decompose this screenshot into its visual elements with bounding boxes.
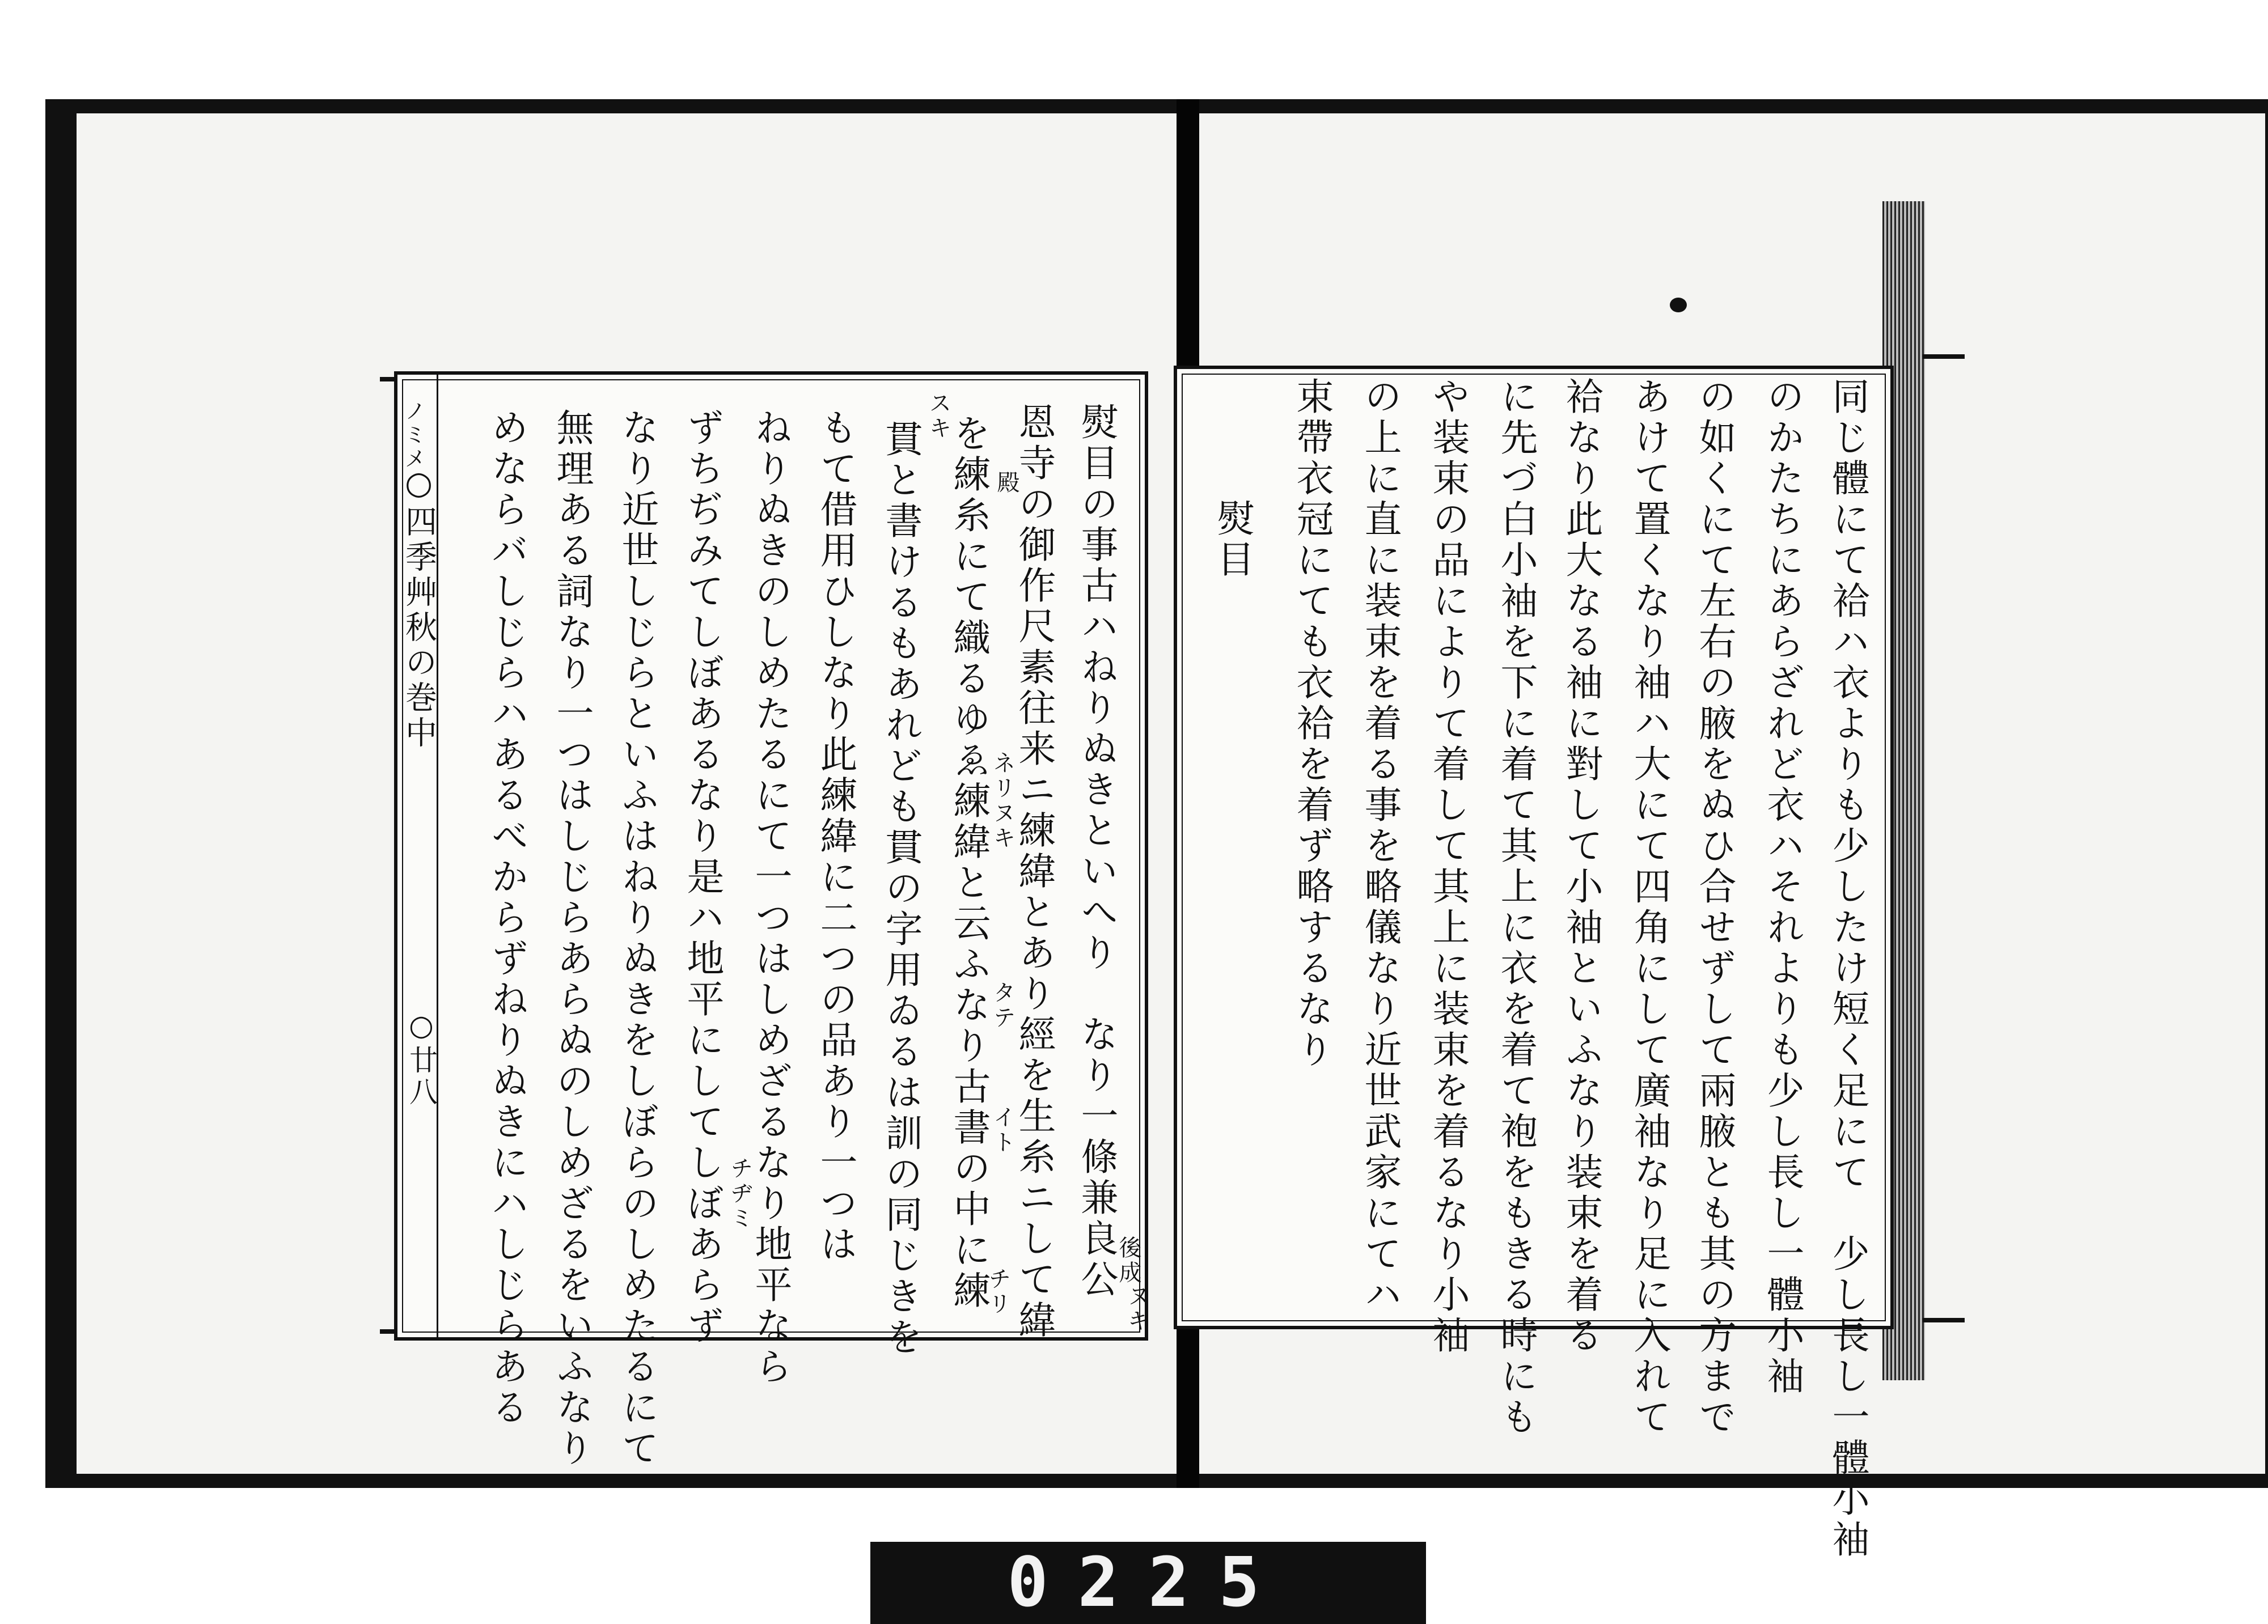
- frame-number: 0225: [1007, 1544, 1289, 1622]
- text-column: ねりぬきのしめたるにて一つはしめざるなり地平なら: [748, 408, 792, 1388]
- text-column: 束帶衣冠にても衣袷を着ず略するなり: [1290, 377, 1334, 1071]
- text-column: 袷なり此大なる袖に對して小袖といふなり装束を着る: [1559, 377, 1603, 1356]
- text-column: もて借用ひしなり此練緯に二つの品あり一つは: [814, 408, 857, 1265]
- text-column: を練糸にて織るゆゑ練緯と云ふなり古書の中に練: [947, 414, 991, 1312]
- side-note: タテ: [989, 981, 1015, 1031]
- scan-frame: [45, 99, 2268, 1488]
- text-column: や装束の品によりて着して其上に装束を着るなり小袖: [1426, 377, 1470, 1356]
- frame-counter: [870, 1542, 1426, 1624]
- running-mark: ノミメ: [401, 400, 426, 471]
- text-column: めならバしじらハあるべからずねりぬきにハしじらある: [485, 408, 528, 1428]
- binding-thread: [1922, 354, 1965, 359]
- binding-thread: [1922, 1318, 1965, 1322]
- book-title: ○四季艸秋の巻中: [400, 465, 437, 751]
- text-column: ずちぢみてしぼあるなり是ハ地平にしてしぼあらず: [680, 408, 724, 1347]
- text-column: に先づ白小袖を下に着て其上に衣を着て袍をもきる時にも: [1494, 377, 1538, 1438]
- text-column: のかたちにあらざれど衣ハそれよりも少し長し一體小袖: [1761, 377, 1804, 1397]
- section-heading: 熨目: [1211, 499, 1254, 580]
- text-column: 無理ある詞なり一つはしじらあらぬのしめざるをいふなり: [550, 408, 594, 1469]
- folio-number: ○廿八: [405, 1009, 438, 1109]
- side-note: 殿: [993, 470, 1019, 495]
- side-note: イト: [989, 1105, 1015, 1155]
- side-note: スキ: [925, 391, 951, 441]
- text-column: 同じ體にて袷ハ衣よりも少したけ短く足にて 少し長し一體小袖: [1826, 377, 1869, 1561]
- text-column: の如くにて左右の腋をぬひ合せずして兩腋とも其の方まで: [1692, 377, 1736, 1438]
- side-note: ネリヌキ: [989, 751, 1015, 851]
- ink-smudge: [1670, 298, 1687, 312]
- text-column: の上に直に装束を着る事を略儀なり近世武家にてハ: [1358, 377, 1402, 1316]
- text-column: 貫と書けるもあれども貫の字用ゐるは訓の同じきを: [879, 419, 923, 1358]
- text-column: あけて置くなり袖ハ大にて四角にして廣袖なり足に入れて: [1627, 377, 1671, 1438]
- text-column: なり近世しじらといふはねりぬきをしぼらのしめたるにて: [615, 408, 659, 1469]
- side-note: チヂミ: [727, 1156, 753, 1231]
- text-column: 熨目の事古ハねりぬきといへり なり一條兼良公: [1074, 402, 1118, 1300]
- side-note: 後成: [1115, 1236, 1141, 1286]
- side-note: チリ: [985, 1267, 1011, 1317]
- text-column: 恩寺の御作尺素往来ニ練緯とあり經を生糸ニして緯: [1012, 402, 1056, 1341]
- side-note: ヌキ: [1124, 1284, 1150, 1334]
